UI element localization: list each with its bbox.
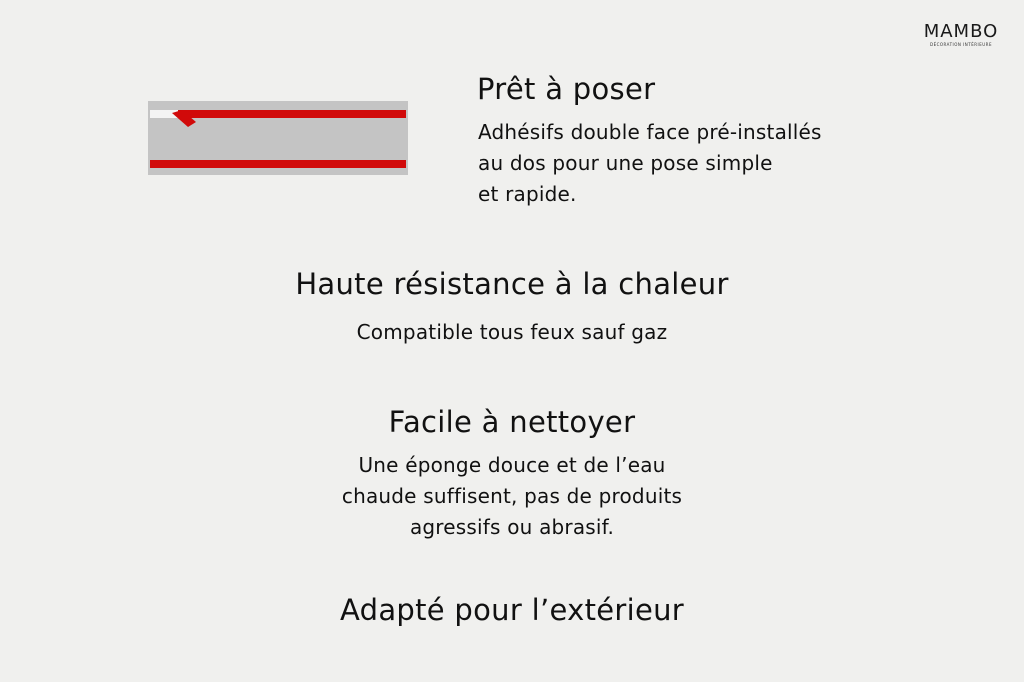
bottom-adhesive-strip — [150, 160, 406, 168]
brand-tagline: DÉCORATION INTÉRIEURE — [930, 42, 992, 47]
feature-description-easy-clean — [0, 450, 1024, 543]
description-line: et rapide. — [478, 182, 577, 206]
description-line: Une éponge douce et de l’eau — [358, 453, 666, 477]
description-line: agressifs ou abrasif. — [409, 515, 615, 539]
feature-title-ready-to-install: Prêt à poser — [477, 72, 656, 106]
description-line: chaude suffisent, pas de produits — [341, 484, 683, 508]
description-line: Adhésifs double face pré-installés — [478, 120, 822, 144]
feature-title-outdoor: Adapté pour l’extérieur — [339, 593, 685, 627]
feature-description-heat-resistance — [0, 317, 1024, 348]
description-line: Compatible tous feux sauf gaz — [356, 320, 668, 344]
brand-logo — [916, 22, 1006, 48]
top-adhesive-strip — [178, 110, 406, 118]
feature-title-easy-clean: Facile à nettoyer — [388, 405, 636, 439]
description-line: au dos pour une pose simple — [478, 151, 773, 175]
feature-title-heat-resistance: Haute résistance à la chaleur — [295, 267, 729, 301]
adhesive-strip-illustration — [148, 101, 408, 175]
feature-description-ready-to-install — [478, 117, 822, 210]
brand-name: MAMBO — [923, 21, 999, 42]
